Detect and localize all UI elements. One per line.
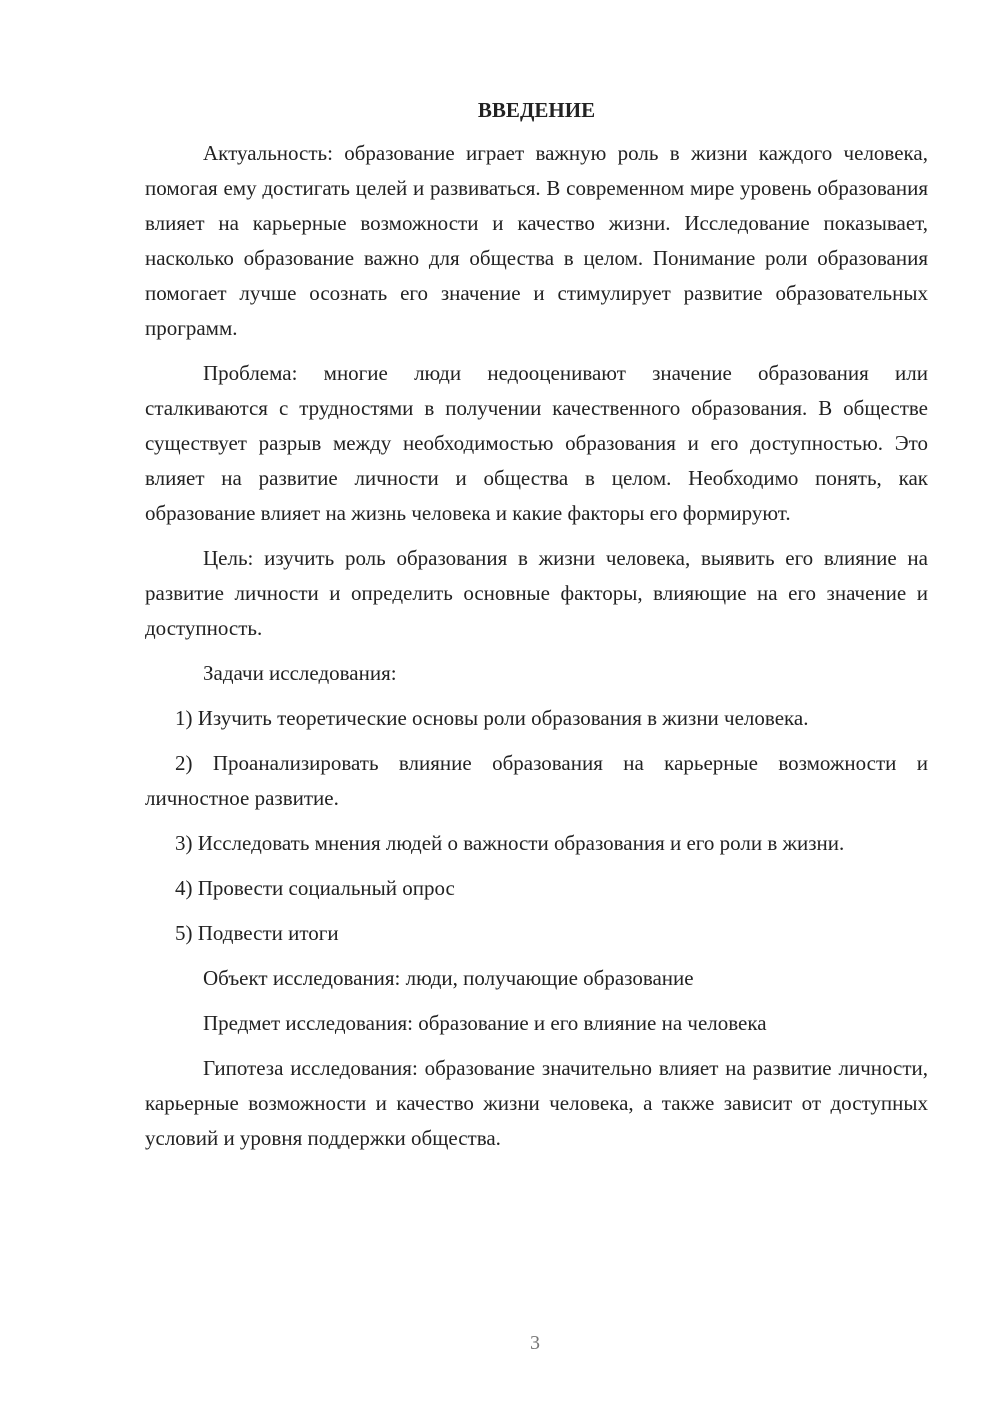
hypothesis-paragraph: Гипотеза исследования: образование значительно влияет на развитие личности, карьерные возможности и качество жизни человека, а также зависит от доступных условий и уровня поддержки общества. — [145, 1056, 928, 1150]
task-item-2: 2) Проанализировать влияние образования на карьерные возможности и личностное развитие. — [145, 751, 928, 810]
page-number: 3 — [530, 1332, 540, 1354]
relevance-paragraph: Актуальность: образование играет важную роль в жизни каждого человека, помогая ему достигать целей и развиваться. В современном мире уровень образования влияет на карьерные возможности и качество жизни. Исследование показывает, насколько образование важно для общества в целом. Понимание роли образования помогает лучше осознать его значение и стимулирует развитие образовательных программ. — [145, 141, 928, 340]
task-item-1: 1) Изучить теоретические основы роли образования в жизни человека. — [175, 706, 809, 730]
problem-paragraph: Проблема: многие люди недооценивают значение образования или сталкиваются с трудностями в получении качественного образования. В обществе существует разрыв между необходимостью образования и его доступностью. Это влияет на развитие личности и общества в целом. Необходимо понять, как образование влияет на жизнь человека и какие факторы его формируют. — [145, 361, 928, 525]
subject-paragraph: Предмет исследования: образование и его влияние на человека — [203, 1011, 767, 1035]
object-paragraph: Объект исследования: люди, получающие образование — [203, 966, 694, 990]
page-title: ВВЕДЕНИЕ — [477, 98, 596, 122]
task-item-5: 5) Подвести итоги — [175, 921, 339, 945]
tasks-heading: Задачи исследования: — [203, 661, 397, 685]
goal-paragraph: Цель: изучить роль образования в жизни человека, выявить его влияние на развитие личности и определить основные факторы, влияющие на его значение и доступность. — [145, 546, 928, 640]
document-page — [145, 93, 928, 1166]
task-item-4: 4) Провести социальный опрос — [175, 876, 455, 900]
task-item-3: 3) Исследовать мнения людей о важности образования и его роли в жизни. — [175, 831, 845, 855]
